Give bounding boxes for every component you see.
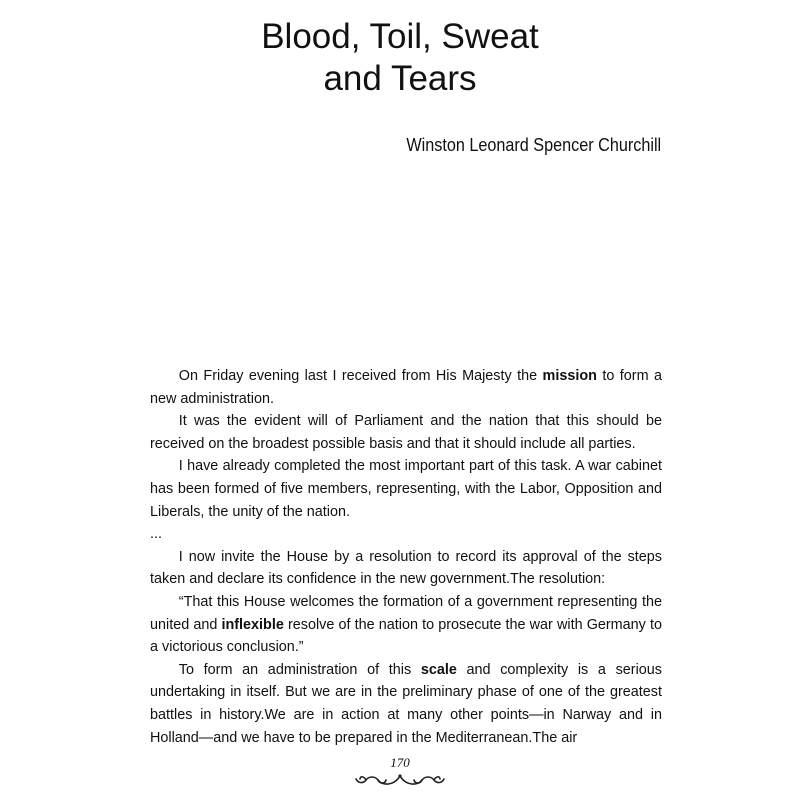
paragraph — [150, 659, 662, 749]
ellipsis — [150, 523, 662, 546]
text-segment: ... — [150, 526, 162, 543]
text-segment: To form an administration of this — [178, 661, 421, 678]
page-title — [0, 16, 800, 100]
text-segment: to form a new administration. — [150, 368, 662, 407]
text-segment: On Friday evening last I received from His Majesty the — [178, 368, 543, 384]
paragraph — [150, 591, 662, 659]
flourish-ornament-icon — [352, 770, 448, 790]
text-segment: and complexity is a serious undertaking in itself. But we are in the preliminary phase of one of the greatest battles in history.We are in action at many other points—in Narway and in Holland—and we have to be prepared in the Mediterranean.The air — [150, 661, 662, 746]
vocab-highlight: inflexible — [221, 616, 284, 633]
speech-body — [150, 365, 662, 749]
page-footer — [0, 756, 800, 792]
page-number: 170 — [390, 755, 410, 770]
text-segment: It was the evident will of Parliament and the nation that this should be received on the broadest possible basis and that it should include all parties. — [150, 413, 662, 452]
title-line-2: and Tears — [323, 59, 477, 98]
author-name: Winston Leonard Spencer Churchill — [406, 135, 661, 155]
text-segment: “That this House welcomes the formation of a government representing the united and — [150, 593, 662, 633]
text-segment: I have already completed the most important part of this task. A war cabinet has been formed of five members, representing, with the Labor, Opposition and Liberals, the unity of the nation. — [150, 458, 662, 520]
text-segment: I now invite the House by a resolution to record its approval of the steps taken and declare its confidence in the new government.The resolution: — [150, 548, 662, 588]
vocab-highlight: scale — [420, 661, 457, 678]
paragraph — [150, 365, 662, 410]
paragraph — [150, 455, 662, 523]
vocab-highlight: mission — [542, 368, 597, 384]
paragraph — [150, 410, 662, 455]
paragraph — [150, 546, 662, 591]
text-segment: resolve of the nation to prosecute the war with Germany to a victorious conclusion.” — [150, 616, 662, 656]
title-line-1: Blood, Toil, Sweat — [261, 17, 539, 56]
